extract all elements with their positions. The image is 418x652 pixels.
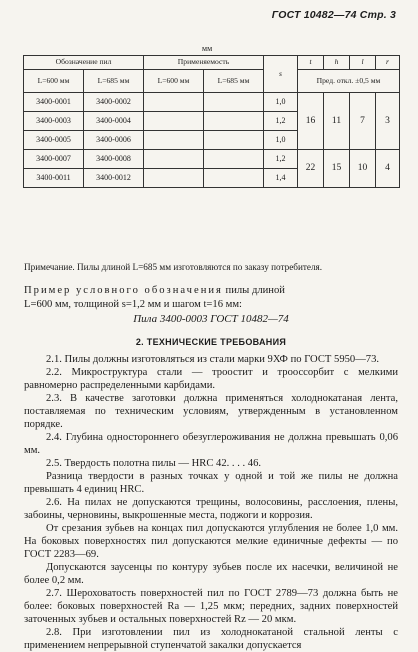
paragraph: Разница твердости в разных точках у одной и той же пилы не должна превышать 4 единиц HRC. — [24, 471, 398, 495]
paragraph: 2.6. На пилах не допускаются трещины, волосовины, расслоения, плены, забоины, черновины, выкрошенные места, поджоги и коррозия. — [24, 497, 398, 521]
cell-empty — [204, 169, 264, 188]
dimensions-table — [23, 55, 400, 188]
header-s: s — [264, 56, 298, 93]
cell-empty — [204, 131, 264, 150]
header-h: h — [324, 56, 350, 70]
header-designation: Обозначение пил — [24, 56, 144, 70]
paragraph: Допускаются заусенцы по контуру зубьев после их насечки, величиной не более 0,2 мм. — [24, 562, 398, 586]
section-title: 2. ТЕХНИЧЕСКИЕ ТРЕБОВАНИЯ — [135, 337, 287, 347]
sub-l685-a: L=685 мм — [84, 70, 144, 93]
table-note: Примечание. Пилы длиной L=685 мм изготовляются по заказу потребителя. — [24, 262, 323, 272]
example-heading: Пример условного обозначения — [24, 285, 223, 296]
cell-empty — [204, 93, 264, 112]
page-header: ГОСТ 10482—74 Стр. 3 — [271, 9, 396, 21]
cell-designation: 3400-0002 — [84, 93, 144, 112]
cell-s: 1,0 — [264, 93, 298, 112]
cell-s: 1,4 — [264, 169, 298, 188]
cell-s: 1,0 — [264, 131, 298, 150]
cell-designation: 3400-0003 — [24, 112, 84, 131]
sub-l600-b: L=600 мм — [144, 70, 204, 93]
header-l: l — [350, 56, 376, 70]
tolerance-label: Пред. откл. ±0,5 мм — [298, 70, 400, 93]
example-heading-rest: пилы длиной — [222, 285, 285, 296]
example-line-2: L=600 мм, толщиной s=1,2 мм и шагом t=16 мм: — [24, 299, 242, 310]
cell-empty — [144, 169, 204, 188]
cell-empty — [204, 112, 264, 131]
cell-h: 15 — [324, 150, 350, 188]
paragraph: От срезания зубьев на концах пил допускаются углубления не более 1,0 мм. На боковых поверхностях пил допускаются мелкие единичные дефекты — по ГОСТ 2283—69. — [24, 523, 398, 560]
cell-designation: 3400-0011 — [24, 169, 84, 188]
cell-designation: 3400-0006 — [84, 131, 144, 150]
header-r: r — [376, 56, 400, 70]
cell-s: 1,2 — [264, 112, 298, 131]
cell-r: 3 — [376, 93, 400, 150]
paragraph: 2.7. Шероховатость поверхностей пил по ГОСТ 2789—73 должна быть не более: боковых поверхностей Ra — 1,25 мкм; передних, задних поверхностей заточенных зубьев и остальных поверхностей Rz — 20 мкм. — [24, 588, 398, 625]
cell-t: 16 — [298, 93, 324, 150]
paragraph: 2.8. При изготовлении пил из холоднокатаной стальной ленты с применением непрерывной ступенчатой закалки допускается — [24, 627, 398, 651]
sub-l685-b: L=685 мм — [204, 70, 264, 93]
paragraph: 2.4. Глубина одностороннего обезуглероживания не должна превышать 0,06 мм. — [24, 432, 398, 456]
header-t: t — [298, 56, 324, 70]
cell-empty — [204, 150, 264, 169]
example-designation: Пила 3400-0003 ГОСТ 10482—74 — [133, 313, 289, 325]
paragraph: 2.3. В качестве заготовки должна применяться холоднокатаная лента, поставляемая по техническим условиям, утвержденным в установленном порядке. — [24, 393, 398, 430]
cell-empty — [144, 131, 204, 150]
cell-t: 22 — [298, 150, 324, 188]
cell-designation: 3400-0001 — [24, 93, 84, 112]
cell-designation: 3400-0005 — [24, 131, 84, 150]
cell-designation: 3400-0004 — [84, 112, 144, 131]
cell-l: 7 — [350, 93, 376, 150]
sub-l600-a: L=600 мм — [24, 70, 84, 93]
cell-designation: 3400-0012 — [84, 169, 144, 188]
cell-r: 4 — [376, 150, 400, 188]
example-line-1 — [24, 284, 398, 297]
paragraph: 2.2. Микроструктура стали — троостит и трооссорбит с мелкими равномерно распределенными карбидами. — [24, 367, 398, 391]
cell-designation: 3400-0008 — [84, 150, 144, 169]
cell-designation: 3400-0007 — [24, 150, 84, 169]
paragraph: 2.1. Пилы должны изготовляться из стали марки 9ХФ по ГОСТ 5950—73. — [46, 354, 380, 365]
cell-l: 10 — [350, 150, 376, 188]
cell-h: 11 — [324, 93, 350, 150]
paragraph: 2.5. Твердость полотна пилы — HRC 42. . . . 46. — [46, 458, 262, 469]
header-applicability: Применяемость — [144, 56, 264, 70]
cell-empty — [144, 112, 204, 131]
cell-empty — [144, 150, 204, 169]
paragraph-block — [24, 353, 398, 652]
unit-label: мм — [202, 44, 213, 53]
cell-s: 1,2 — [264, 150, 298, 169]
cell-empty — [144, 93, 204, 112]
